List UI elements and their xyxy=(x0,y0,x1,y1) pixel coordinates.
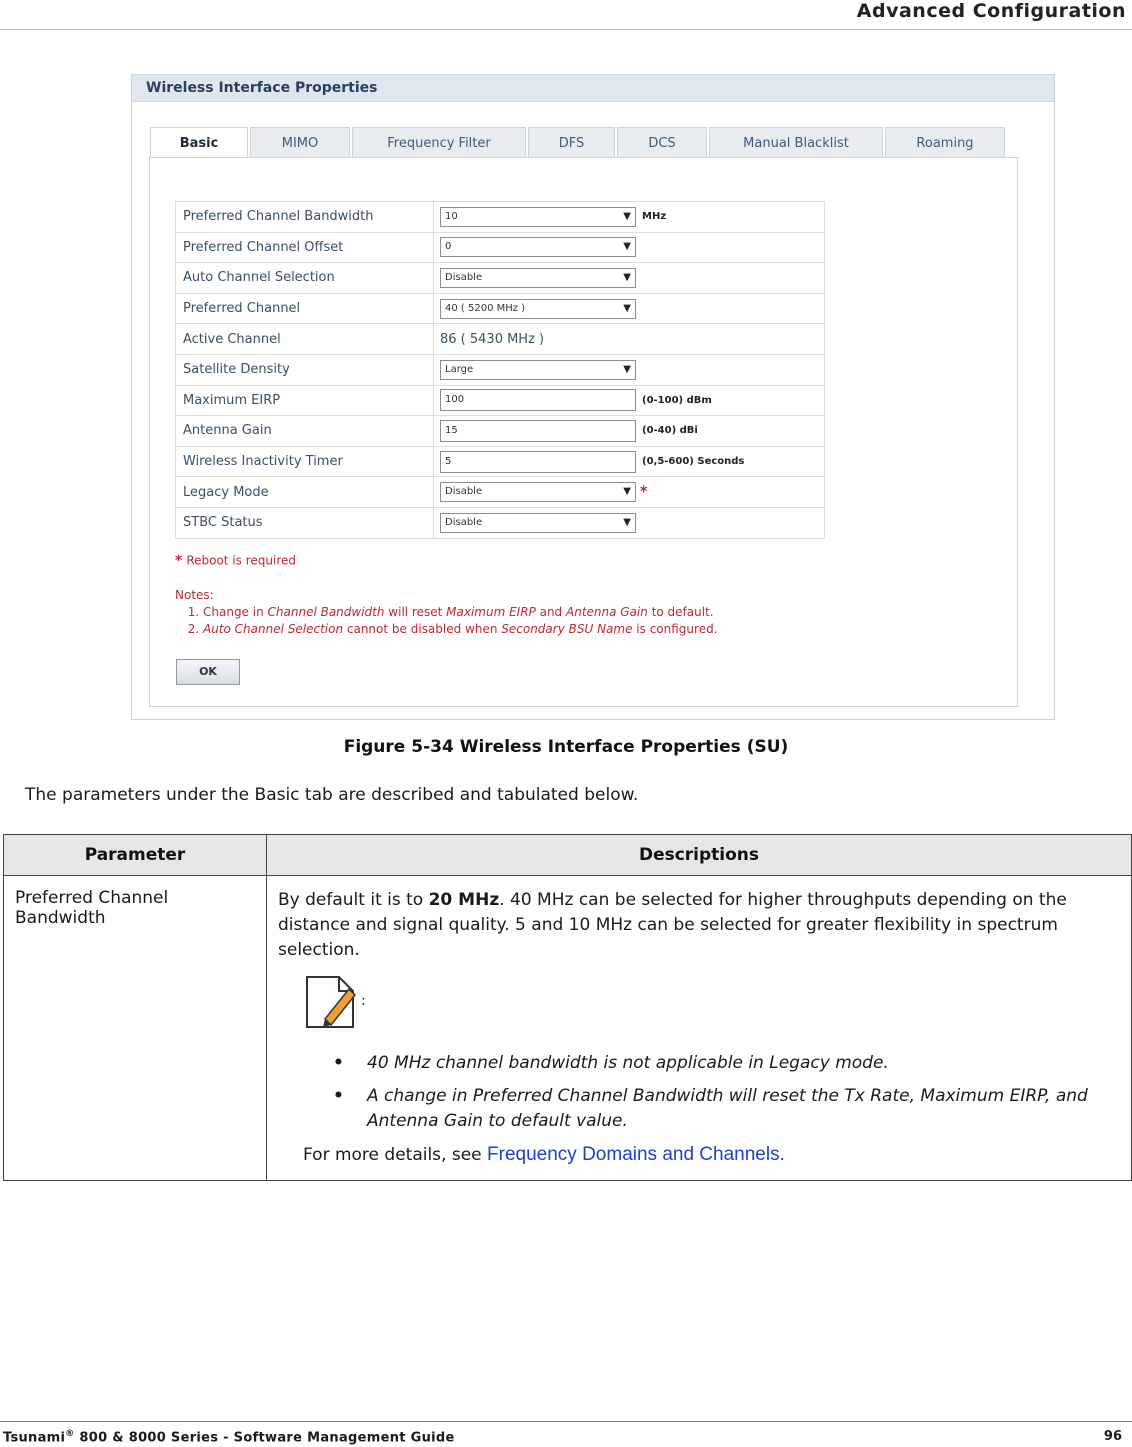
chevron-down-icon: ▼ xyxy=(623,486,631,498)
page-number: 96 xyxy=(1103,1429,1122,1444)
header-rule xyxy=(0,29,1132,30)
max-eirp-unit: (0-100) dBm xyxy=(642,394,712,406)
tab-bar xyxy=(150,127,1007,158)
note-item: 1. Change in Channel Bandwidth will reset Maximum EIRP and Antenna Gain to default. xyxy=(203,604,718,621)
note-colon: : xyxy=(361,993,366,1009)
list-item: • A change in Preferred Channel Bandwidth will reset the Tx Rate, Maximum EIRP, and Antenna Gain to default value. xyxy=(333,1086,1088,1131)
ok-button[interactable]: OK xyxy=(176,659,240,685)
list-item: • 40 MHz channel bandwidth is not applicable in Legacy mode. xyxy=(333,1053,889,1073)
header-descriptions: Descriptions xyxy=(267,835,1132,876)
inactivity-timer-label: Wireless Inactivity Timer xyxy=(176,446,434,477)
row-legacy-mode xyxy=(176,477,825,508)
inactivity-timer-unit: (0,5-600) Seconds xyxy=(642,456,745,468)
tab-frequency-filter[interactable]: Frequency Filter xyxy=(352,127,526,159)
tab-dcs[interactable]: DCS xyxy=(617,127,707,159)
properties-table xyxy=(175,201,825,539)
wireless-interface-screenshot xyxy=(131,74,1055,720)
max-eirp-label: Maximum EIRP xyxy=(176,385,434,416)
tab-mimo[interactable]: MIMO xyxy=(250,127,350,159)
antenna-gain-label: Antenna Gain xyxy=(176,416,434,447)
preferred-channel-label: Preferred Channel xyxy=(176,293,434,324)
description-text: By default it is to 20 MHz. 40 MHz can be selected for higher throughputs depending on the distance and signal quality. 5 and 10 MHz can be selected for greater flexibility in spectrum selection. xyxy=(278,890,1067,960)
row-preferred-channel xyxy=(176,293,825,324)
bandwidth-unit: MHz xyxy=(642,211,667,223)
stbc-status-select[interactable]: Disable ▼ xyxy=(440,513,636,533)
footer-guide-title: Tsunami® 800 & 8000 Series - Software Management Guide xyxy=(3,1429,455,1446)
tab-manual-blacklist[interactable]: Manual Blacklist xyxy=(709,127,883,159)
notes-block xyxy=(175,587,718,638)
active-channel-value: 86 ( 5430 MHz ) xyxy=(440,331,545,347)
page-header-title: Advanced Configuration xyxy=(856,0,1126,22)
bandwidth-label: Preferred Channel Bandwidth xyxy=(176,202,434,233)
intro-paragraph: The parameters under the Basic tab are described and tabulated below. xyxy=(25,785,639,805)
reboot-note: * Reboot is required xyxy=(175,553,297,569)
note-block xyxy=(303,973,1121,1035)
row-bandwidth xyxy=(176,202,825,233)
tab-roaming[interactable]: Roaming xyxy=(885,127,1005,159)
chevron-down-icon: ▼ xyxy=(623,302,631,314)
chevron-down-icon: ▼ xyxy=(623,516,631,528)
footer-rule xyxy=(0,1421,1132,1422)
reboot-required-marker: * xyxy=(640,484,648,501)
note-item: 2. Auto Channel Selection cannot be disabled when Secondary BSU Name is configured. xyxy=(203,621,718,638)
max-eirp-input[interactable]: 100 xyxy=(440,389,636,411)
antenna-gain-unit: (0-40) dBi xyxy=(642,425,698,437)
chevron-down-icon: ▼ xyxy=(623,241,631,253)
chevron-down-icon: ▼ xyxy=(623,271,631,283)
tab-basic[interactable]: Basic xyxy=(150,127,248,160)
figure-caption: Figure 5-34 Wireless Interface Properties (SU) xyxy=(343,737,789,757)
row-offset xyxy=(176,232,825,263)
auto-channel-select[interactable]: Disable ▼ xyxy=(440,268,636,288)
more-details: For more details, see Frequency Domains and Channels. xyxy=(303,1144,785,1165)
header-parameter: Parameter xyxy=(4,835,267,876)
chevron-down-icon: ▼ xyxy=(623,210,631,222)
notes-title: Notes: xyxy=(175,588,214,602)
table-row xyxy=(4,876,1132,1181)
parameter-table xyxy=(3,834,1132,1181)
parameter-description xyxy=(267,876,1132,1181)
note-pencil-icon xyxy=(303,1016,361,1036)
satellite-density-select[interactable]: Large ▼ xyxy=(440,360,636,380)
tab-dfs[interactable]: DFS xyxy=(528,127,615,159)
preferred-channel-select[interactable]: 40 ( 5200 MHz ) ▼ xyxy=(440,299,636,319)
legacy-mode-select[interactable]: Disable ▼ xyxy=(440,482,636,502)
antenna-gain-input[interactable]: 15 xyxy=(440,420,636,442)
row-inactivity-timer xyxy=(176,446,825,477)
auto-channel-label: Auto Channel Selection xyxy=(176,263,434,294)
active-channel-label: Active Channel xyxy=(176,324,434,355)
row-active-channel xyxy=(176,324,825,355)
bandwidth-select[interactable]: 10 ▼ xyxy=(440,207,636,227)
stbc-status-label: STBC Status xyxy=(176,507,434,538)
offset-select[interactable]: 0 ▼ xyxy=(440,237,636,257)
row-stbc-status xyxy=(176,507,825,538)
inactivity-timer-input[interactable]: 5 xyxy=(440,451,636,473)
legacy-mode-label: Legacy Mode xyxy=(176,477,434,508)
row-satellite-density xyxy=(176,354,825,385)
chevron-down-icon: ▼ xyxy=(623,363,631,375)
frequency-domains-link[interactable]: Frequency Domains and Channels xyxy=(487,1144,780,1165)
row-auto-channel xyxy=(176,263,825,294)
offset-label: Preferred Channel Offset xyxy=(176,232,434,263)
note-bullets xyxy=(278,1051,1121,1134)
row-antenna-gain xyxy=(176,416,825,447)
parameter-name: Preferred Channel Bandwidth xyxy=(4,876,267,1181)
panel-title: Wireless Interface Properties xyxy=(132,75,1054,102)
row-max-eirp xyxy=(176,385,825,416)
satellite-density-label: Satellite Density xyxy=(176,354,434,385)
